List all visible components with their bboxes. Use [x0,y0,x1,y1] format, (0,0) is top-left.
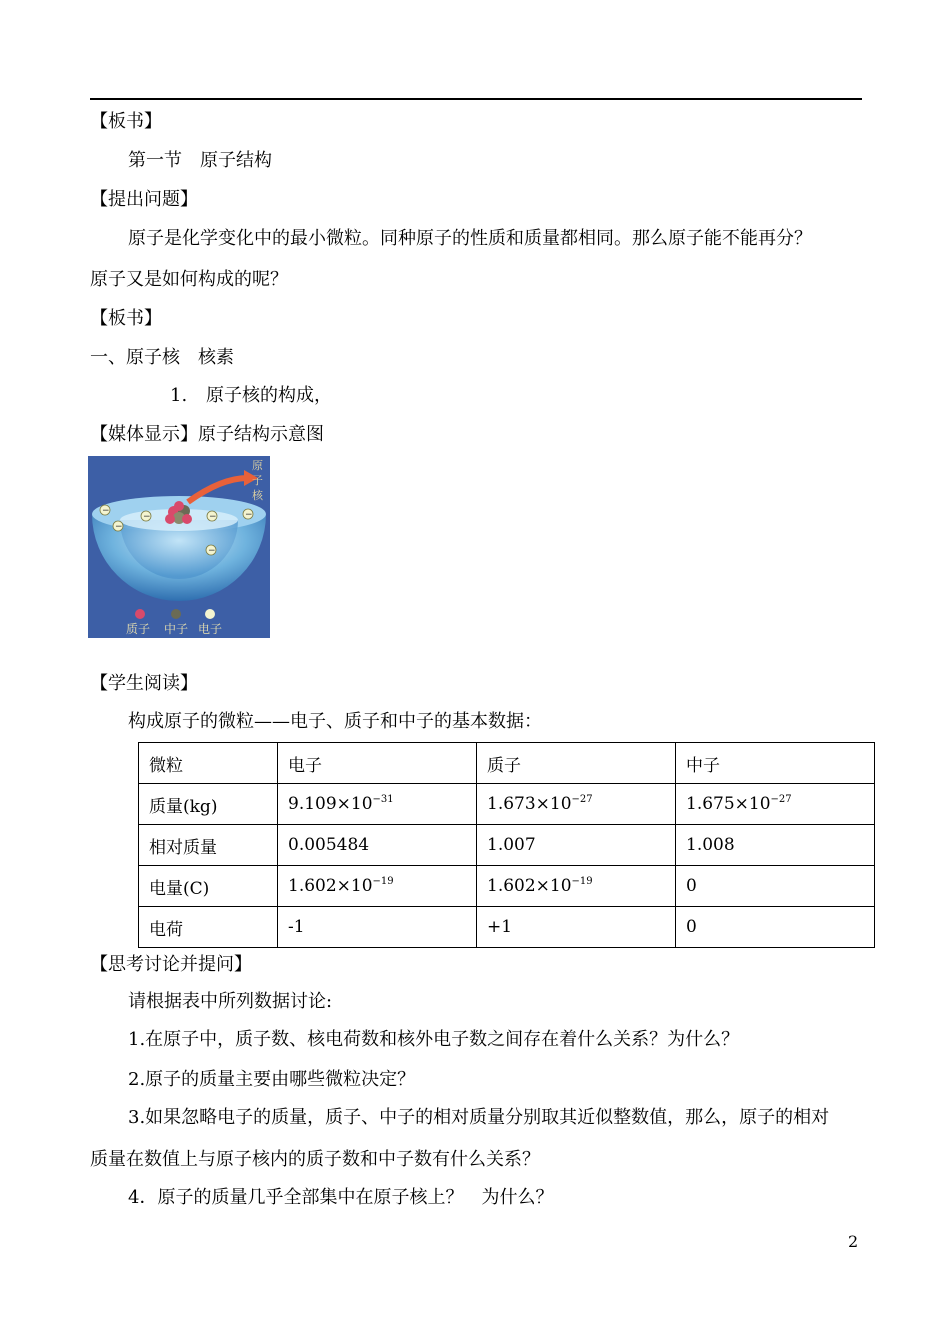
row-label: 相对质量 [139,825,278,866]
table-cell: $9.109\times 10^{-31}$ [278,784,477,825]
header-cell: 质子 [477,743,676,784]
row-label: 质量(kg) [139,784,278,825]
svg-text:子: 子 [252,474,263,487]
table-header-row [139,743,875,784]
discussion-label: 【思考讨论并提问】 [90,954,252,975]
table-cell: $1.602\times 10^{-19}$ [477,866,676,907]
label-nucleus-char-1: 原 [252,459,263,472]
media-label: 【媒体显示】原子结构示意图 [90,424,324,445]
board-label-2: 【板书】 [90,308,162,329]
student-reading-label: 【学生阅读】 [90,673,198,694]
svg-text:−: − [209,512,217,522]
legend-electron: 电子 [198,622,223,636]
row-label: 电量(C) [139,866,278,907]
table-cell: 0 [676,866,875,907]
section-title: 第一节 原子结构 [128,150,272,171]
table-intro: 构成原子的微粒——电子、质子和中子的基本数据： [128,711,542,732]
table-row [139,825,875,866]
question-2: 2.原子的质量主要由哪些微粒决定？ [128,1069,416,1090]
svg-text:−: − [208,546,216,556]
legend-neutron: 中子 [164,622,189,636]
svg-text:−: − [245,510,253,520]
question-1: 1.在原子中，质子数、核电荷数和核外电子数之间存在着什么关系？为什么？ [128,1029,740,1050]
svg-text:−: − [115,522,123,532]
table-cell: $1.673\times 10^{-27}$ [477,784,676,825]
question-3-line-2: 质量在数值上与原子核内的质子数和中子数有什么关系？ [90,1149,540,1170]
header-rule [90,98,862,100]
table-cell: 0 [676,907,875,948]
subheading: 原子核的构成， [206,385,332,406]
header-cell: 电子 [278,743,477,784]
subheading-number: 1. [170,385,188,406]
table-cell: $1.602\times 10^{-19}$ [278,866,477,907]
particle-data-table [138,742,875,948]
table-row [139,907,875,948]
table-cell: 1.007 [477,825,676,866]
board-label-1: 【板书】 [90,111,162,132]
svg-text:−: − [143,512,151,522]
electron-icon [205,609,215,619]
table-cell: -1 [278,907,477,948]
svg-text:核: 核 [252,489,263,502]
legend-proton: 质子 [126,622,151,636]
page-number: 2 [848,1232,859,1251]
proton-icon [135,609,145,619]
question-line-1: 原子是化学变化中的最小微粒。同种原子的性质和质量都相同。那么原子能不能再分？ [128,228,812,249]
discussion-intro: 请根据表中所列数据讨论: [128,991,333,1012]
header-cell: 微粒 [139,743,278,784]
heading-nucleus: 一、原子核 核素 [90,347,234,368]
svg-text:−: − [102,506,110,516]
neutron-icon [171,609,181,619]
question-line-2: 原子又是如何构成的呢？ [90,269,288,290]
table-cell: 0.005484 [278,825,477,866]
question-4: 4．原子的质量几乎全部集中在原子核上？ 为什么？ [128,1187,554,1208]
atom-structure-diagram [88,456,270,638]
header-cell: 中子 [676,743,875,784]
question-3-line-1: 3.如果忽略电子的质量，质子、中子的相对质量分别取其近似整数值，那么，原子的相对 [128,1107,830,1128]
raise-question-label: 【提出问题】 [90,189,198,210]
table-row [139,866,875,907]
table-row [139,784,875,825]
table-cell: $1.675\times 10^{-27}$ [676,784,875,825]
row-label: 电荷 [139,907,278,948]
table-cell: 1.008 [676,825,875,866]
table-cell: +1 [477,907,676,948]
